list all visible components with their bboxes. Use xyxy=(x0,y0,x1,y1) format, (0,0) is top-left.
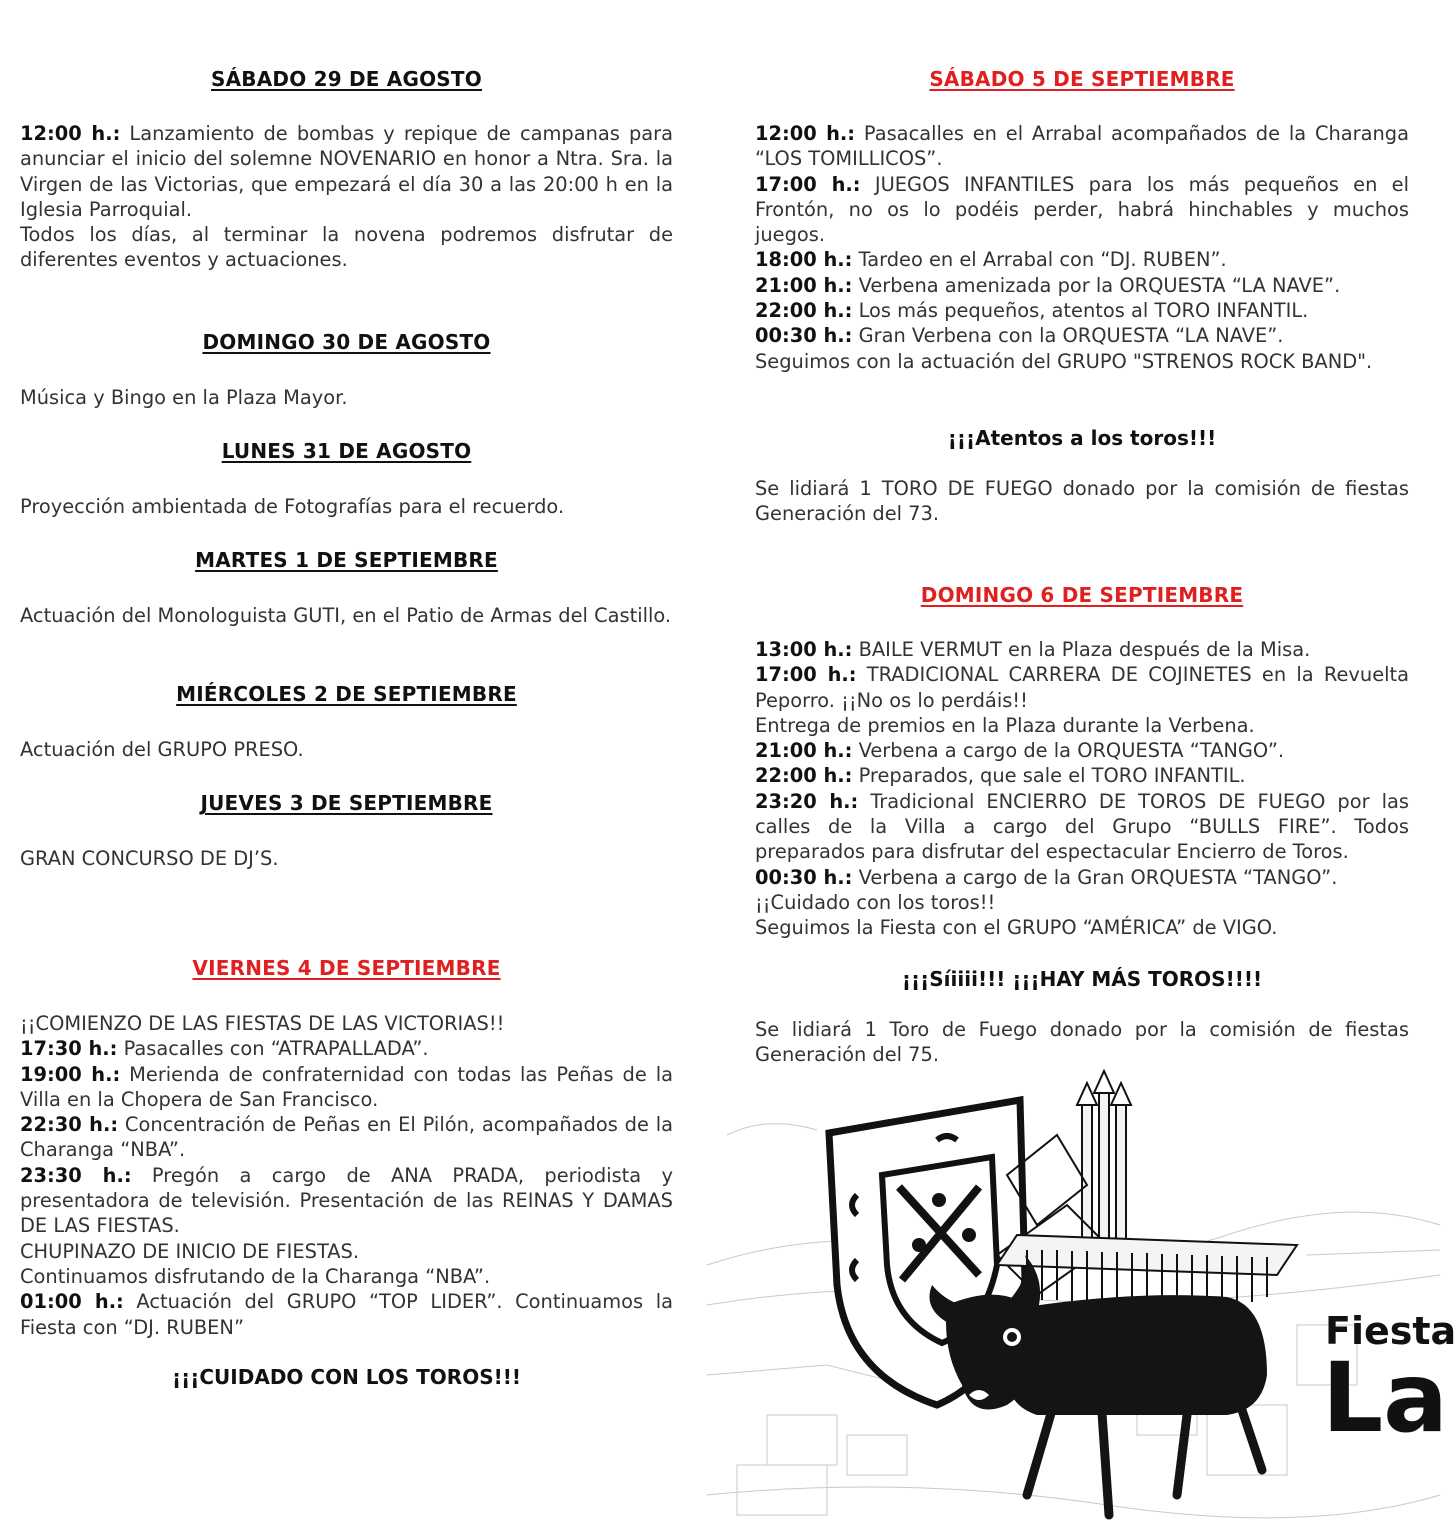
fireworks-frame xyxy=(997,1071,1297,1306)
text-jueves-3: GRAN CONCURSO DE DJ’S. xyxy=(20,847,279,870)
fire-bull-illustration xyxy=(707,1075,1456,1527)
heading-miercoles-2: MIÉRCOLES 2 DE SEPTIEMBRE xyxy=(176,682,517,706)
event-time: 18:00 h.: xyxy=(755,248,853,272)
schedule-line xyxy=(755,915,1409,940)
event-description: Tradicional ENCIERRO DE TOROS DE FUEGO por las calles de la Villa a cargo del Grupo “BULLS FIRE”. Todos preparados para disfrutar del espectacular Encierro de Toros. xyxy=(755,789,1409,864)
event-description: Lanzamiento de bombas y repique de campanas para anunciar el inicio del solemne NOVENARIO en honor a Ntra. Sra. la Virgen de las Victorias, que empezará el día 30 a las 20:00 h en la Iglesia Parroquial. xyxy=(20,122,673,221)
heading-martes-1: MARTES 1 DE SEPTIEMBRE xyxy=(195,548,498,572)
event-time: 21:00 h.: xyxy=(755,273,853,297)
event-time: 23:20 h.: xyxy=(755,789,859,813)
event-description: Pasacalles con “ATRAPALLADA”. xyxy=(117,1037,429,1061)
heading-viernes-4: VIERNES 4 DE SEPTIEMBRE xyxy=(192,956,501,980)
event-description: TRADICIONAL CARRERA DE COJINETES en la Revuelta Peporro. ¡¡No os lo perdáis!! xyxy=(755,663,1409,712)
schedule-line xyxy=(20,1011,673,1036)
block-lunes-31 xyxy=(20,494,673,519)
event-time: 22:30 h.: xyxy=(20,1113,119,1137)
event-description: ¡¡COMIENZO DE LAS FIESTAS DE LAS VICTORIAS!! xyxy=(20,1012,505,1035)
event-description: Preparados, que sale el TORO INFANTIL. xyxy=(852,764,1246,788)
event-description: Todos los días, al terminar la novena podremos disfrutar de diferentes eventos y actuaciones. xyxy=(20,223,673,272)
schedule-line xyxy=(755,865,1409,890)
event-description: Verbena a cargo de la Gran ORQUESTA “TANGO”. xyxy=(852,865,1338,889)
event-time: 21:00 h.: xyxy=(755,739,853,763)
schedule-line xyxy=(20,1239,673,1264)
block-miercoles-2 xyxy=(20,737,673,762)
event-description: Entrega de premios en la Plaza durante la Verbena. xyxy=(755,713,1255,737)
event-time: 00:30 h.: xyxy=(755,324,853,348)
note-hay-mas-toros: ¡¡¡Síiiii!!! ¡¡¡HAY MÁS TOROS!!!! xyxy=(901,967,1263,991)
event-description: ¡¡Cuidado con los toros!! xyxy=(755,890,996,914)
event-description: Pregón a cargo de ANA PRADA, periodista y presentadora de televisión. Presentación de las REINAS Y DAMAS DE LAS FIESTAS. xyxy=(20,1163,673,1238)
event-description: Pasacalles en el Arrabal acompañados de la Charanga “LOS TOMILLICOS”. xyxy=(755,122,1410,171)
text-domingo-30: Música y Bingo en la Plaza Mayor. xyxy=(20,386,348,409)
text-martes-1: Actuación del Monologuista GUTI, en el Patio de Armas del Castillo. xyxy=(20,604,672,627)
schedule-line xyxy=(20,121,673,222)
text-miercoles-2: Actuación del GRUPO PRESO. xyxy=(20,738,304,761)
note-cuidado-toros: ¡¡¡CUIDADO CON LOS TOROS!!! xyxy=(172,1365,521,1389)
event-time: 19:00 h.: xyxy=(20,1062,121,1086)
block-jueves-3 xyxy=(20,846,673,871)
event-description: Tardeo en el Arrabal con “DJ. RUBEN”. xyxy=(852,248,1227,272)
event-description: CHUPINAZO DE INICIO DE FIESTAS. xyxy=(20,1239,360,1263)
event-description: Seguimos la Fiesta con el GRUPO “AMÉRICA” de VIGO. xyxy=(755,916,1278,940)
block-sabado-5 xyxy=(755,121,1409,374)
event-time: 22:00 h.: xyxy=(755,764,853,788)
block-domingo-30 xyxy=(20,385,673,410)
event-description: Merienda de confraternidad con todas las Peñas de la Villa en la Chopera de San Francisco. xyxy=(20,1062,673,1111)
block-toro-fuego-73 xyxy=(755,476,1409,527)
block-viernes-4 xyxy=(20,1011,673,1340)
schedule-line xyxy=(20,1163,673,1239)
schedule-line xyxy=(755,349,1409,374)
event-description: Verbena amenizada por la ORQUESTA “LA NAVE”. xyxy=(852,273,1341,297)
schedule-line xyxy=(755,789,1409,865)
event-description: Continuamos disfrutando de la Charanga “NBA”. xyxy=(20,1264,491,1288)
poster-subtitle: La xyxy=(1322,1342,1448,1454)
heading-domingo-6: DOMINGO 6 DE SEPTIEMBRE xyxy=(920,583,1244,607)
heading-domingo-30: DOMINGO 30 DE AGOSTO xyxy=(202,330,491,354)
event-time: 12:00 h.: xyxy=(20,122,121,145)
schedule-line xyxy=(755,121,1409,172)
event-description: Actuación del GRUPO “TOP LIDER”. Continuamos la Fiesta con “DJ. RUBEN” xyxy=(20,1290,673,1339)
event-time: 17:30 h.: xyxy=(20,1037,118,1061)
schedule-line xyxy=(755,662,1409,713)
event-description: Seguimos con la actuación del GRUPO "STRENOS ROCK BAND". xyxy=(755,349,1373,373)
heading-sabado-5: SÁBADO 5 DE SEPTIEMBRE xyxy=(929,67,1235,91)
heading-sabado-29: SÁBADO 29 DE AGOSTO xyxy=(211,67,482,91)
schedule-line xyxy=(20,222,673,273)
schedule-line xyxy=(755,890,1409,915)
schedule-line xyxy=(20,1289,673,1340)
schedule-line xyxy=(20,1264,673,1289)
schedule-line xyxy=(20,1112,673,1163)
event-description: BAILE VERMUT en la Plaza después de la Misa. xyxy=(852,638,1311,661)
event-time: 22:00 h.: xyxy=(755,299,853,323)
heading-lunes-31: LUNES 31 DE AGOSTO xyxy=(221,439,472,463)
schedule-line xyxy=(755,637,1409,662)
block-sabado-29 xyxy=(20,121,673,273)
poster-title: Fiesta xyxy=(1325,1309,1456,1353)
event-description: Verbena a cargo de la ORQUESTA “TANGO”. xyxy=(852,739,1285,763)
schedule-line xyxy=(755,323,1409,348)
text-toro-fuego-75: Se lidiará 1 Toro de Fuego donado por la comisión de fiestas Generación del 75. xyxy=(755,1018,1409,1067)
schedule-line xyxy=(755,172,1409,248)
event-time: 12:00 h.: xyxy=(755,122,856,145)
event-time: 00:30 h.: xyxy=(755,865,853,889)
text-lunes-31: Proyección ambientada de Fotografías para el recuerdo. xyxy=(20,495,565,518)
text-toro-fuego-73: Se lidiará 1 TORO DE FUEGO donado por la comisión de fiestas Generación del 73. xyxy=(755,477,1409,526)
event-time: 17:00 h.: xyxy=(755,663,857,687)
event-time: 01:00 h.: xyxy=(20,1290,124,1314)
schedule-line xyxy=(755,738,1409,763)
event-time: 13:00 h.: xyxy=(755,638,853,661)
event-description: Los más pequeños, atentos al TORO INFANTIL. xyxy=(852,299,1309,323)
event-description: Concentración de Peñas en El Pilón, acompañados de la Charanga “NBA”. xyxy=(20,1113,673,1162)
block-martes-1 xyxy=(20,603,673,628)
event-description: Gran Verbena con la ORQUESTA “LA NAVE”. xyxy=(852,324,1284,348)
note-atentos-toros: ¡¡¡Atentos a los toros!!! xyxy=(947,426,1217,450)
block-domingo-6 xyxy=(755,637,1409,941)
schedule-line xyxy=(755,273,1409,298)
event-description: JUEGOS INFANTILES para los más pequeños en el Frontón, no os lo podéis perder, habrá hinchables y muchos juegos. xyxy=(755,172,1409,247)
schedule-line xyxy=(755,298,1409,323)
heading-jueves-3: JUEVES 3 DE SEPTIEMBRE xyxy=(200,791,493,815)
event-time: 17:00 h.: xyxy=(755,172,861,196)
schedule-line xyxy=(755,713,1409,738)
schedule-line xyxy=(20,1062,673,1113)
block-toro-fuego-75 xyxy=(755,1017,1409,1068)
poster-illustration xyxy=(707,1075,1456,1527)
schedule-line xyxy=(755,247,1409,272)
event-time: 23:30 h.: xyxy=(20,1163,132,1187)
schedule-line xyxy=(20,1036,673,1061)
schedule-line xyxy=(755,763,1409,788)
